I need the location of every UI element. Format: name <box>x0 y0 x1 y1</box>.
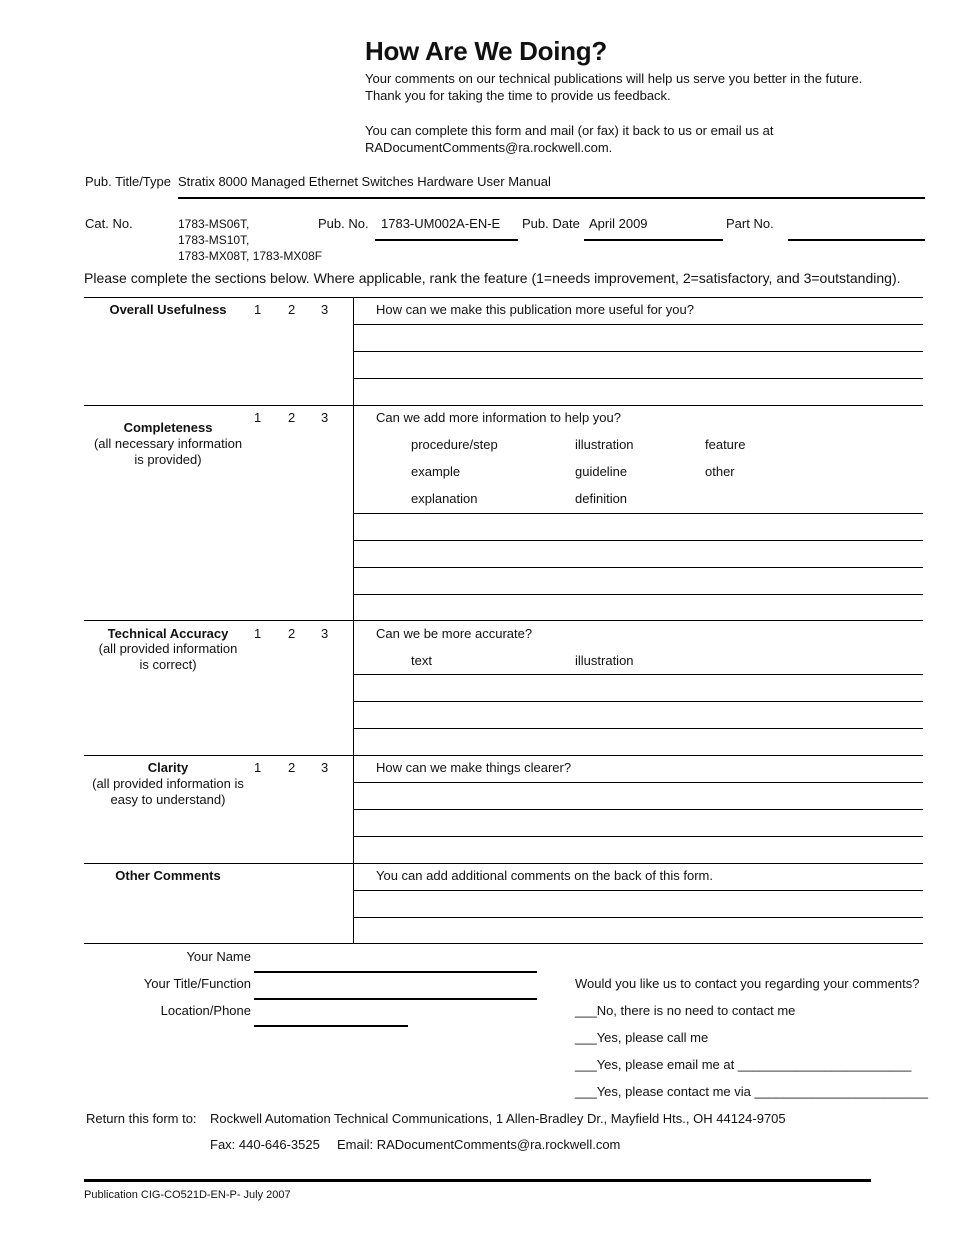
completeness-question: Can we add more information to help you? <box>376 410 621 425</box>
your-title-label: Your Title/Function <box>143 976 251 991</box>
option-guideline[interactable]: guideline <box>575 464 628 479</box>
completeness-answer-line[interactable] <box>353 567 923 568</box>
publication-number: Publication CIG-CO521D-EN-P- July 2007 <box>84 1189 291 1201</box>
option-example[interactable]: example <box>411 464 461 479</box>
usefulness-rating-3[interactable]: 3 <box>321 302 329 317</box>
return-email[interactable]: Email: RADocumentComments@ra.rockwell.com <box>337 1137 621 1152</box>
other-comments-label: Other Comments <box>115 868 221 883</box>
pub-no-underline <box>375 239 518 241</box>
usefulness-answer-line[interactable] <box>353 324 923 325</box>
part-no-label: Part No. <box>726 216 774 231</box>
clarity-sub-2: easy to understand) <box>110 792 226 807</box>
usefulness-rating-2[interactable]: 2 <box>288 302 296 317</box>
accuracy-answer-line[interactable] <box>353 674 923 675</box>
pub-no-value[interactable]: 1783-UM002A-EN-E <box>381 216 501 231</box>
section-divider <box>84 863 923 864</box>
section-divider <box>84 755 923 756</box>
return-fax: Fax: 440-646-3525 <box>210 1137 320 1152</box>
clarity-rating-2[interactable]: 2 <box>288 760 296 775</box>
other-answer-line[interactable] <box>353 917 923 918</box>
return-address: Rockwell Automation Technical Communications, 1 Allen-Bradley Dr., Mayfield Hts., OH 44124-9705 <box>210 1111 786 1126</box>
accuracy-sub-1: (all provided information <box>98 641 238 656</box>
pub-date-underline <box>584 239 723 241</box>
intro-email: RADocumentComments@ra.rockwell.com. <box>365 140 613 155</box>
clarity-answer-line[interactable] <box>353 809 923 810</box>
your-name-field[interactable] <box>254 971 537 973</box>
accuracy-rating-3[interactable]: 3 <box>321 626 329 641</box>
cat-no-value-3[interactable]: 1783-MX08T, 1783-MX08F <box>178 249 323 263</box>
contact-option-no[interactable]: ___No, there is no need to contact me <box>575 1003 796 1018</box>
usefulness-question: How can we make this publication more useful for you? <box>376 302 694 317</box>
clarity-question: How can we make things clearer? <box>376 760 572 775</box>
pub-title-underline <box>178 197 925 199</box>
pub-date-label: Pub. Date <box>522 216 580 231</box>
usefulness-label: Overall Usefulness <box>109 302 227 317</box>
your-name-label: Your Name <box>186 949 251 964</box>
option-procedure-step[interactable]: procedure/step <box>411 437 498 452</box>
accuracy-answer-line[interactable] <box>353 701 923 702</box>
option-feature[interactable]: feature <box>705 437 746 452</box>
your-title-field[interactable] <box>254 998 537 1000</box>
section-divider <box>84 620 923 621</box>
part-no-field[interactable] <box>788 239 925 241</box>
cat-no-value-2[interactable]: 1783-MS10T, <box>178 233 250 247</box>
clarity-sub-1: (all provided information is <box>92 776 244 791</box>
location-phone-field[interactable] <box>254 1025 408 1027</box>
completeness-rating-1[interactable]: 1 <box>254 410 262 425</box>
cat-no-label: Cat. No. <box>85 216 133 231</box>
intro-line-2: Thank you for taking the time to provide us feedback. <box>365 88 671 103</box>
option-text[interactable]: text <box>411 653 432 668</box>
return-label: Return this form to: <box>86 1111 197 1126</box>
clarity-answer-line[interactable] <box>353 836 923 837</box>
completeness-sub-1: (all necessary information <box>93 436 243 451</box>
completeness-label: Completeness <box>123 420 213 435</box>
instructions-text: Please complete the sections below. Where applicable, rank the feature (1=needs improvement, 2=satisfactory, and 3=outstanding). <box>84 270 901 286</box>
accuracy-label: Technical Accuracy <box>107 626 229 641</box>
accuracy-question: Can we be more accurate? <box>376 626 533 641</box>
table-bottom-border <box>84 943 923 944</box>
accuracy-rating-1[interactable]: 1 <box>254 626 262 641</box>
option-illustration[interactable]: illustration <box>575 437 634 452</box>
pub-title-value[interactable]: Stratix 8000 Managed Ethernet Switches Hardware User Manual <box>178 174 551 189</box>
page-title: How Are We Doing? <box>365 36 607 66</box>
completeness-rating-2[interactable]: 2 <box>288 410 296 425</box>
intro-line-3: You can complete this form and mail (or fax) it back to us or email us at <box>365 123 774 138</box>
clarity-rating-3[interactable]: 3 <box>321 760 329 775</box>
pub-date-value[interactable]: April 2009 <box>589 216 648 231</box>
other-answer-line[interactable] <box>353 890 923 891</box>
option-other[interactable]: other <box>705 464 735 479</box>
intro-line-1: Your comments on our technical publications will help us serve you better in the future. <box>365 71 863 86</box>
contact-option-email[interactable]: ___Yes, please email me at ________________________ <box>575 1057 912 1072</box>
accuracy-answer-line[interactable] <box>353 728 923 729</box>
option-illustration[interactable]: illustration <box>575 653 634 668</box>
other-comments-note: You can add additional comments on the back of this form. <box>376 868 713 883</box>
clarity-answer-line[interactable] <box>353 782 923 783</box>
accuracy-rating-2[interactable]: 2 <box>288 626 296 641</box>
contact-option-via[interactable]: ___Yes, please contact me via ________________________ <box>575 1084 928 1099</box>
clarity-label: Clarity <box>147 760 189 775</box>
completeness-answer-line[interactable] <box>353 513 923 514</box>
option-definition[interactable]: definition <box>575 491 628 506</box>
clarity-rating-1[interactable]: 1 <box>254 760 262 775</box>
usefulness-rating-1[interactable]: 1 <box>254 302 262 317</box>
footer-rule <box>84 1179 871 1182</box>
table-top-border <box>84 297 923 298</box>
completeness-answer-line[interactable] <box>353 594 923 595</box>
option-explanation[interactable]: explanation <box>411 491 478 506</box>
contact-option-call[interactable]: ___Yes, please call me <box>575 1030 709 1045</box>
usefulness-answer-line[interactable] <box>353 351 923 352</box>
accuracy-sub-2: is correct) <box>139 657 197 672</box>
contact-question: Would you like us to contact you regarding your comments? <box>575 976 920 991</box>
section-divider <box>84 405 923 406</box>
cat-no-value-1[interactable]: 1783-MS06T, <box>178 217 250 231</box>
completeness-rating-3[interactable]: 3 <box>321 410 329 425</box>
completeness-answer-line[interactable] <box>353 540 923 541</box>
completeness-sub-2: is provided) <box>134 452 202 467</box>
pub-title-label: Pub. Title/Type <box>85 174 171 189</box>
pub-no-label: Pub. No. <box>318 216 369 231</box>
location-phone-label: Location/Phone <box>160 1003 251 1018</box>
usefulness-answer-line[interactable] <box>353 378 923 379</box>
